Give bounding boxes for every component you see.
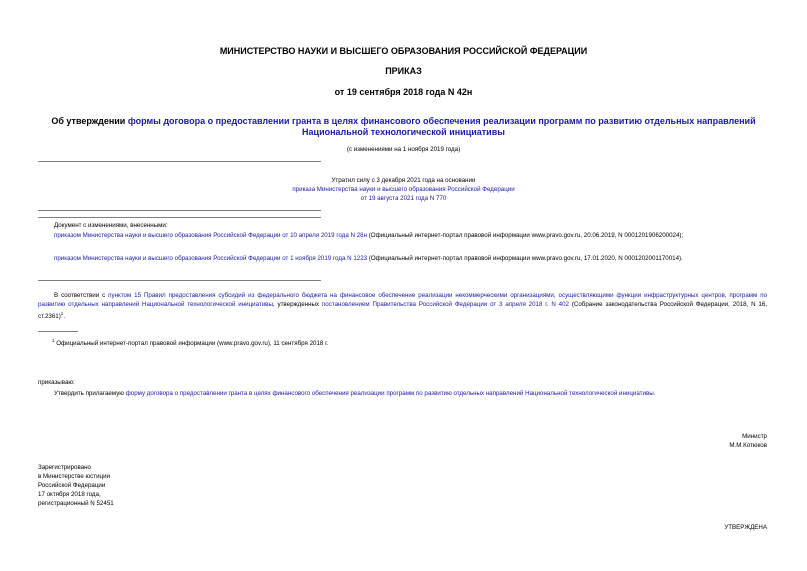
footnote — [52, 336, 328, 348]
change-order-link[interactable]: приказом Министерства науки и высшего образования Российской Федерации от 1 ноября 2019 года N 1223 — [54, 255, 368, 262]
document-title — [40, 116, 767, 138]
footnote-divider — [38, 331, 78, 332]
divider — [38, 210, 321, 211]
expired-line: Утратил силу с 3 декабря 2021 года на основании — [331, 177, 476, 184]
divider — [38, 217, 321, 218]
changes-intro: Документ с изменениями, внесенными: — [54, 222, 168, 229]
footnote-text: Официальный интернет-портал правовой информации (www.pravo.gov.ru), 11 сентября 2018 г. — [54, 340, 329, 348]
registration-block: Зарегистрировано в Министерстве юстиции Российской Федерации 17 октября 2018 года, регистрационный N 52451 — [38, 464, 114, 507]
expired-order-date-link[interactable]: от 19 августа 2021 года N 770 — [360, 195, 447, 202]
title-prefix: Об утверждении — [51, 116, 128, 126]
rules-link[interactable]: пунктом 15 Правил предоставления субсидий из федерального бюджета на финансовое обеспечение реализации некоммерческими организациями, осуществляющими функции инфраструктурных центров, программ по развитию отдельных направлений Национальной технологической инициативы — [38, 292, 768, 308]
divider — [38, 280, 321, 281]
approve-paragraph: Утвердить прилагаемую форму договора о предоставлении гранта в целях финансового обеспечения реализации программ по развитию отдельных направлений Национальной технологической инициативы. — [54, 390, 656, 397]
contract-form-link[interactable]: форму договора о предоставлении гранта в целях финансового обеспечения реализации программ по развитию отдельных направлений Национальной технологической инициативы — [125, 390, 654, 397]
signatory-position: Министр — [742, 433, 767, 440]
legal-basis-paragraph: В соответствии с пунктом 15 Правил предоставления субсидий из федерального бюджета на финансовое обеспечение реализации некоммерческими организациями, осуществляющими функции инфраструктурных центров, программ по развитию отдельных направлений Национальной технологической инициативы, утвержденных постановлением Правительства Российской Федерации от 3 апреля 2018 г. N 402 (Собрание законодательства Российской Федерации, 2018, N 16, ст.2361)$^1$. — [38, 292, 768, 321]
document-date-number: от 19 сентября 2018 года N 42н — [334, 87, 473, 97]
document-type: ПРИКАЗ — [385, 66, 422, 76]
change-order-link[interactable]: приказом Министерства науки и высшего образования Российской Федерации от 10 апреля 2019 года N 28н — [54, 232, 368, 239]
expired-order-link[interactable]: приказа Министерства науки и высшего образования Российской Федерации — [292, 186, 515, 193]
amendment-note: (с изменениями на 1 ноября 2019 года) — [346, 146, 461, 153]
footnote-mark: 1 — [52, 338, 55, 343]
government-decree-link[interactable]: постановлением Правительства Российской Федерации от 3 апреля 2018 г. N 402 — [321, 301, 569, 308]
approved-label: УТВЕРЖДЕНА — [724, 524, 767, 531]
change-item: приказом Министерства науки и высшего образования Российской Федерации от 10 апреля 2019 года N 28н (Официальный интернет-портал правовой информации www.pravo.gov.ru, 20.06.2019, N 0001201906200024); — [54, 232, 684, 239]
order-word: приказываю: — [38, 379, 75, 386]
signatory-name: М.М.Котюков — [729, 442, 767, 449]
change-item: приказом Министерства науки и высшего образования Российской Федерации от 1 ноября 2019 года N 1223 (Официальный интернет-портал правовой информации www.pravo.gov.ru, 17.01.2020, N 0001202001170014). — [54, 255, 683, 262]
divider — [38, 161, 321, 162]
footnote-reference[interactable]: 1 — [60, 311, 64, 316]
title-form-link[interactable]: формы договора о предоставлении гранта в целях финансового обеспечения реализации программ по развитию отдельных направлений Национальной технологической инициативы — [127, 116, 756, 137]
ministry-title: МИНИСТЕРСТВО НАУКИ И ВЫСШЕГО ОБРАЗОВАНИЯ РОССИЙСКОЙ ФЕДЕРАЦИИ — [219, 46, 588, 56]
